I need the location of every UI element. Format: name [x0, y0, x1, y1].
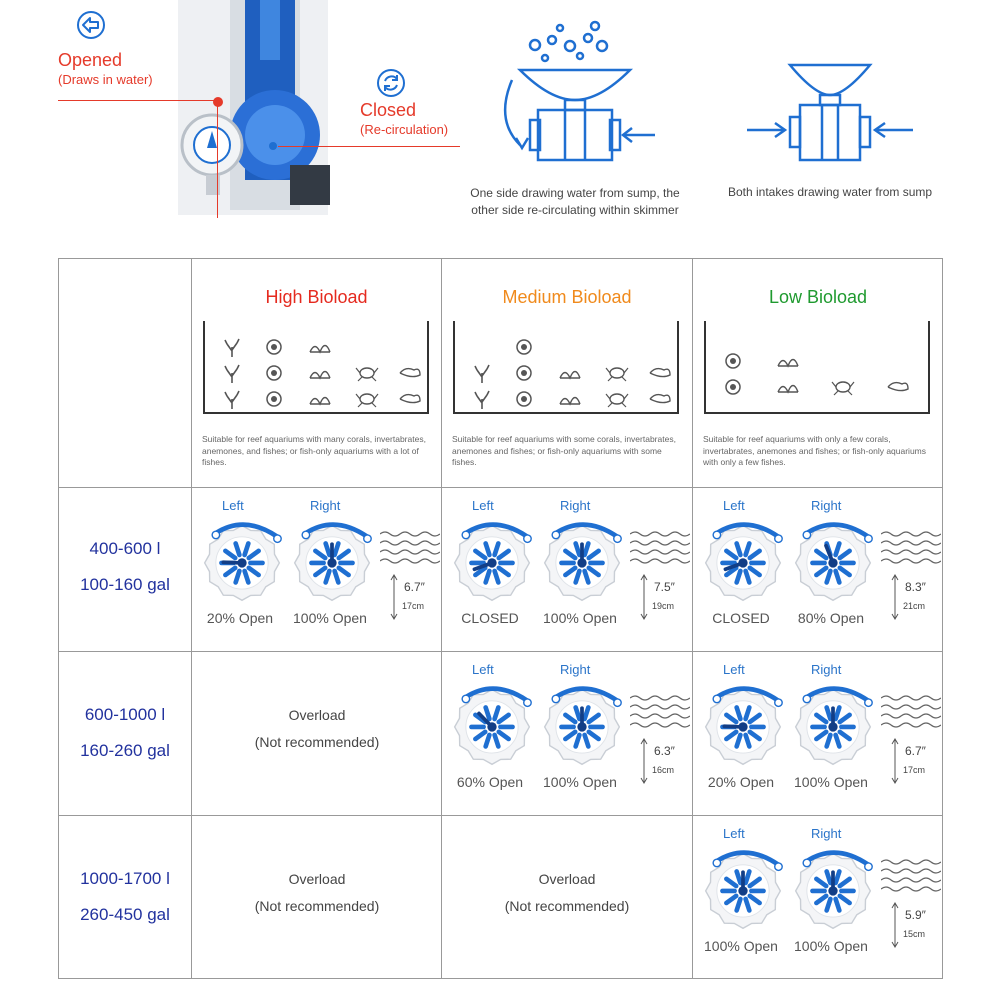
fish-icon: [888, 383, 908, 391]
coral-icon: [475, 365, 489, 383]
overload-subtitle: (Not recommended): [254, 734, 380, 750]
water-height-inches: 6.7″: [404, 580, 425, 594]
left-valve-label: Left: [723, 662, 745, 677]
fish-icon: [650, 369, 670, 377]
closed-subtitle: (Re-circulation): [360, 122, 449, 137]
left-valve-label: Left: [472, 662, 494, 677]
left-valve-knob: [701, 684, 785, 768]
coral-icon: [475, 391, 489, 409]
setting-cell: [693, 652, 943, 815]
seaweed-icon: [560, 372, 580, 379]
water-height-arrow: [640, 738, 648, 784]
overload-subtitle: (Not recommended): [254, 898, 380, 914]
left-valve-setting: CLOSED: [461, 610, 519, 626]
right-valve-knob: [540, 684, 624, 768]
right-valve-label: Right: [811, 826, 842, 841]
water-height-arrow: [891, 902, 899, 948]
settings-table: [58, 258, 943, 979]
setting-cell: [693, 488, 943, 651]
left-valve-setting: 20% Open: [707, 774, 775, 790]
capacity-liters: 1000-1700 l: [80, 869, 170, 888]
water-height-cm: 15cm: [903, 929, 926, 939]
overload-title: Overload: [538, 871, 596, 887]
left-valve-label: Left: [222, 498, 244, 513]
right-valve-setting: 100% Open: [543, 610, 617, 626]
water-surface-waves: [380, 528, 440, 568]
left-valve-setting: 100% Open: [704, 938, 778, 954]
coral-icon: [225, 391, 239, 409]
setting-cell: [693, 816, 943, 979]
capacity-gallons: 260-450 gal: [80, 905, 170, 924]
recirculation-icon: [376, 68, 406, 98]
right-valve-label: Right: [560, 662, 591, 677]
right-valve-knob: [791, 848, 875, 932]
right-valve-setting: 80% Open: [797, 610, 865, 626]
opened-label: [58, 50, 153, 87]
opened-pointer-line: [58, 100, 218, 101]
header-medium-bioload: [442, 259, 692, 487]
coral-icon: [225, 365, 239, 383]
fish-icon: [400, 395, 420, 403]
water-surface-waves: [881, 528, 941, 568]
water-height-cm: 17cm: [402, 601, 425, 611]
right-valve-label: Right: [811, 662, 842, 677]
left-valve-label: Left: [472, 498, 494, 513]
seaweed-icon: [310, 346, 330, 353]
right-valve-knob: [540, 520, 624, 604]
crab-icon: [360, 368, 374, 378]
water-height-arrow: [640, 574, 648, 620]
right-valve-setting: 100% Open: [794, 774, 868, 790]
setting-cell: [442, 488, 692, 651]
one-side-caption-line2: other side re-circulating within skimmer: [471, 203, 679, 217]
bioload-title: Medium Bioload: [502, 287, 632, 307]
skimmer-photo: [170, 0, 360, 215]
bioload-description: Suitable for reef aquariums with only a few corals, invertabrates, anemones and fishes; or fish-only aquariums with only a few fishes.: [703, 434, 927, 467]
tank-illustration: [703, 321, 931, 415]
bioload-description: Suitable for reef aquariums with some corals, invertabrates, anemones and fishes; or fish-only aquariums with some fishes.: [452, 434, 676, 467]
right-valve-setting: 100% Open: [543, 774, 617, 790]
one-side-intake-diagram: [490, 20, 660, 180]
water-height-arrow: [891, 574, 899, 620]
left-valve-setting: 20% Open: [206, 610, 274, 626]
water-height-arrow: [891, 738, 899, 784]
closed-pointer-line: [278, 146, 460, 147]
water-height-cm: 19cm: [652, 601, 675, 611]
right-valve-knob: [290, 520, 374, 604]
water-surface-waves: [630, 692, 690, 732]
left-valve-knob: [701, 520, 785, 604]
left-valve-setting: CLOSED: [712, 610, 770, 626]
bioload-title: High Bioload: [265, 287, 368, 307]
capacity-label: [59, 861, 191, 933]
one-side-caption: [440, 185, 710, 219]
water-height-cm: 17cm: [903, 765, 926, 775]
right-valve-label: Right: [310, 498, 341, 513]
water-surface-waves: [630, 528, 690, 568]
water-height-cm: 16cm: [652, 765, 675, 775]
capacity-label: [59, 697, 191, 769]
one-side-caption-line1: One side drawing water from sump, the: [470, 186, 680, 200]
right-valve-setting: 100% Open: [293, 610, 367, 626]
closed-title: Closed: [360, 100, 417, 120]
top-section: [0, 0, 1000, 250]
right-valve-label: Right: [811, 498, 842, 513]
bioload-title: Low Bioload: [768, 287, 868, 307]
water-height-inches: 8.3″: [905, 580, 926, 594]
water-height-cm: 21cm: [903, 601, 926, 611]
closed-label: [360, 100, 448, 137]
seaweed-icon: [560, 398, 580, 405]
tank-illustration: [452, 321, 680, 415]
seaweed-icon: [310, 398, 330, 405]
right-valve-knob: [791, 520, 875, 604]
left-valve-label: Left: [723, 826, 745, 841]
setting-cell: [442, 652, 692, 815]
water-surface-waves: [881, 856, 941, 896]
both-intakes-diagram: [745, 55, 915, 175]
overload-note: [192, 866, 442, 920]
bioload-description: Suitable for reef aquariums with many corals, invertabrates, anemones, and fishes; or fish-only aquariums with a lot of fishes.: [202, 434, 426, 467]
setting-cell: [192, 488, 441, 651]
capacity-gallons: 160-260 gal: [80, 741, 170, 760]
opened-subtitle: (Draws in water): [58, 72, 153, 87]
overload-subtitle: (Not recommended): [504, 898, 630, 914]
opened-pointer-vline: [217, 100, 218, 218]
water-height-inches: 6.7″: [905, 744, 926, 758]
capacity-label: [59, 531, 191, 603]
capacity-gallons: 100-160 gal: [80, 575, 170, 594]
overload-title: Overload: [288, 871, 346, 887]
water-height-inches: 6.3″: [654, 744, 675, 758]
fish-icon: [400, 369, 420, 377]
opened-title: Opened: [58, 50, 123, 70]
crab-icon: [610, 394, 624, 404]
seaweed-icon: [778, 386, 798, 393]
right-valve-label: Right: [560, 498, 591, 513]
overload-title: Overload: [288, 707, 346, 723]
crab-icon: [610, 368, 624, 378]
left-valve-label: Left: [723, 498, 745, 513]
both-intakes-caption: Both intakes drawing water from sump: [727, 185, 933, 199]
right-valve-setting: 100% Open: [794, 938, 868, 954]
left-valve-knob: [450, 684, 534, 768]
capacity-liters: 600-1000 l: [84, 705, 166, 724]
seaweed-icon: [310, 372, 330, 379]
coral-icon: [225, 339, 239, 357]
opened-arrow-icon: [76, 10, 106, 40]
header-high-bioload: [192, 259, 441, 487]
capacity-liters: 400-600 l: [89, 539, 161, 558]
water-surface-waves: [881, 692, 941, 732]
tank-illustration: [202, 321, 430, 415]
water-height-inches: 7.5″: [654, 580, 675, 594]
crab-icon: [836, 382, 850, 392]
seaweed-icon: [778, 360, 798, 367]
overload-note: [192, 702, 442, 756]
left-valve-knob: [200, 520, 284, 604]
fish-icon: [650, 395, 670, 403]
overload-note: [442, 866, 692, 920]
header-low-bioload: [693, 259, 943, 487]
crab-icon: [360, 394, 374, 404]
water-height-arrow: [390, 574, 398, 620]
right-valve-knob: [791, 684, 875, 768]
left-valve-setting: 60% Open: [456, 774, 524, 790]
water-height-inches: 5.9″: [905, 908, 926, 922]
left-valve-knob: [450, 520, 534, 604]
left-valve-knob: [701, 848, 785, 932]
